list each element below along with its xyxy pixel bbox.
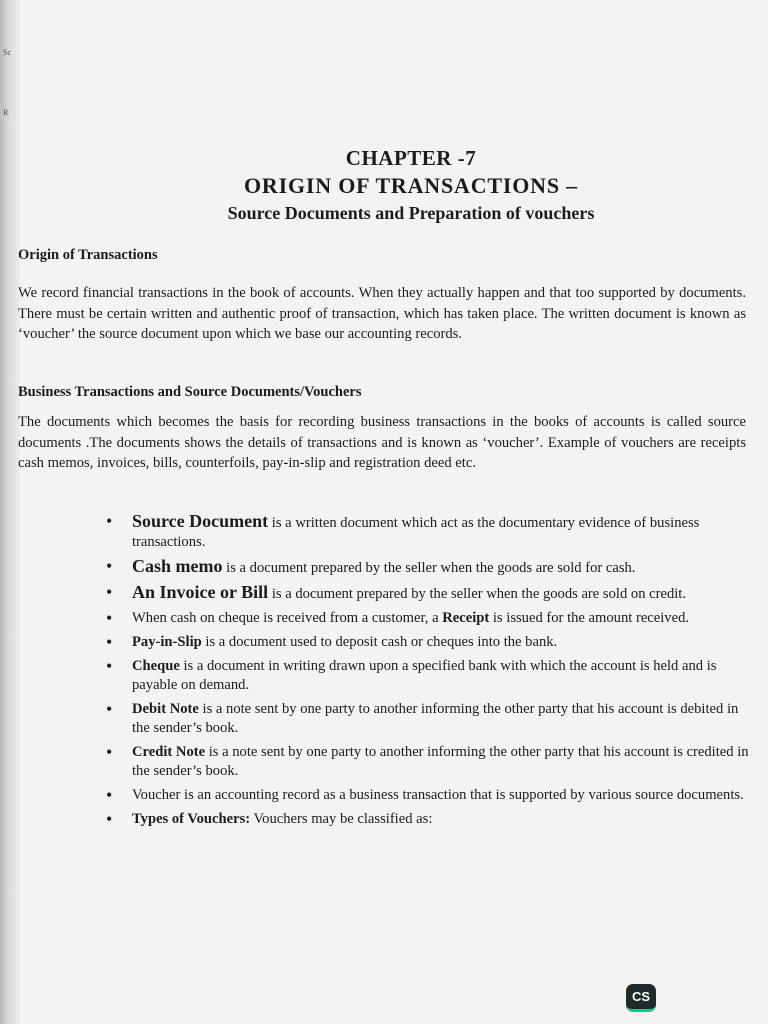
term-cheque: Cheque: [132, 658, 180, 674]
term-types-of-vouchers: Types of Vouchers:: [132, 811, 251, 827]
list-item: • Voucher is an accounting record as a business transaction that is supported by various source documents.: [106, 786, 758, 805]
paragraph-origin: We record financial transactions in the book of accounts. When they actually happen and that too supported by documents. There must be certain written and authentic proof of transaction, which has taken place. The written document is known as ‘voucher’ the source document upon which we base our accounting records.: [18, 285, 746, 342]
term-pay-in-slip: Pay-in-Slip: [132, 634, 202, 650]
list-item: • Source Document is a written document which act as the documentary evidence of business transactions.: [106, 512, 758, 552]
spine-mark-mid: R: [3, 108, 9, 117]
chapter-title: ORIGIN OF TRANSACTIONS –: [244, 173, 578, 198]
list-item: • Debit Note is a note sent by one party to another informing the other party that his account is debited in the sender’s book.: [106, 700, 758, 738]
list-item: • Pay-in-Slip is a document used to deposit cash or cheques into the bank.: [106, 633, 758, 652]
list-item: • Credit Note is a note sent by one party to another informing the other party that his account is credited in the sender’s book.: [106, 743, 758, 781]
section-heading-business: Business Transactions and Source Documents/Vouchers: [18, 384, 362, 400]
term-cash-memo: Cash memo: [132, 556, 223, 576]
title-block: [18, 146, 760, 224]
paragraph-business: The documents which becomes the basis for recording business transactions in the books of accounts is called source documents .The documents shows the details of transactions and is known as ‘voucher’. Example of vouchers are receipts cash memos, invoices, bills, counterfoils, pay-in-slip and registration deed etc.: [18, 414, 746, 471]
camscanner-logo-icon: CS: [626, 984, 656, 1012]
term-source-document: Source Document: [132, 511, 269, 531]
term-credit-note: Credit Note: [132, 744, 206, 760]
term-receipt: Receipt: [442, 610, 490, 626]
book-spine: [0, 0, 20, 1024]
document-page: [18, 0, 760, 1024]
term-debit-note: Debit Note: [132, 701, 199, 717]
chapter-number: CHAPTER -7: [345, 146, 477, 170]
bullet-list: [106, 512, 758, 834]
list-item: • Types of Vouchers: Vouchers may be classified as:: [106, 810, 758, 829]
spine-mark-top: Sc: [3, 48, 11, 57]
list-item: • An Invoice or Bill is a document prepared by the seller when the goods are sold on credit.: [106, 583, 758, 604]
list-item: • Cheque is a document in writing drawn upon a specified bank with which the account is held and is payable on demand.: [106, 657, 758, 695]
section-heading-origin: Origin of Transactions: [18, 247, 158, 263]
chapter-subtitle: Source Documents and Preparation of vouchers: [227, 203, 595, 223]
list-item: • When cash on cheque is received from a customer, a Receipt is issued for the amount received.: [106, 609, 758, 628]
list-item: • Cash memo is a document prepared by the seller when the goods are sold for cash.: [106, 557, 758, 578]
term-invoice: An Invoice or Bill: [132, 582, 269, 602]
